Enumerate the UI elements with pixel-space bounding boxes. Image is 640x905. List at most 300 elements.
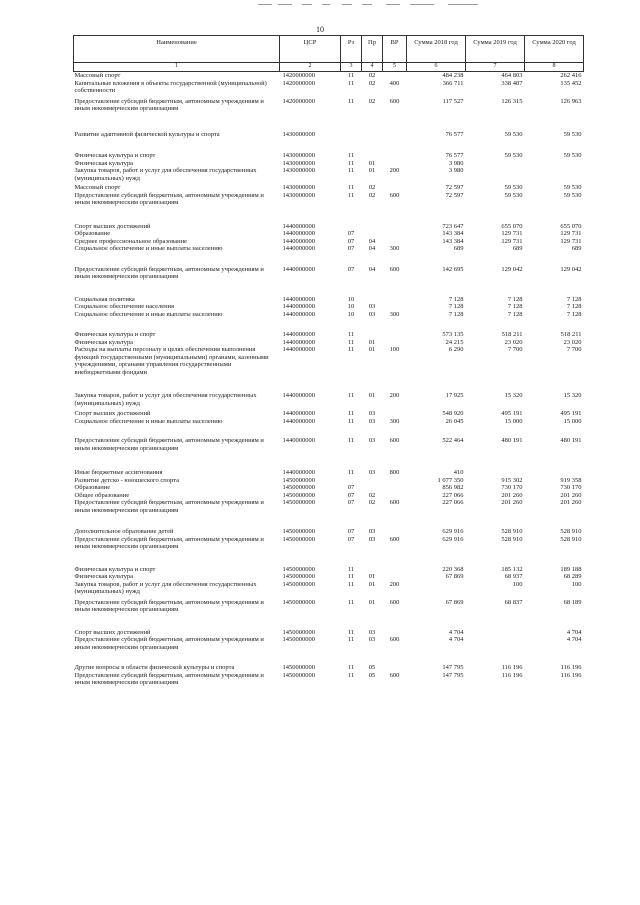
- cell-pr: 02: [368, 79, 376, 87]
- cell-name: Предоставление субсидий бюджетным, автономным учреждениям и иным некоммерческим организациям: [74, 598, 264, 613]
- table-row: [74, 636, 584, 651]
- cell-rz: 07: [347, 245, 355, 252]
- cell-pr: 03: [368, 310, 376, 318]
- cell-vr: [383, 573, 407, 581]
- cell-name: Предоставление субсидий бюджетным, автономным учреждениям и иным некоммерческим организациям: [74, 535, 264, 550]
- cell-name: Расходы на выплаты персоналу в целях обеспечения выполнения функций государственными (муниципальными) органами, казенными учреждениями, органами управления государственными внебюджетными фондами: [74, 346, 269, 376]
- cell-sum-2018: 142 695: [442, 265, 464, 273]
- cell-sum-2020: 7 128: [566, 310, 582, 318]
- cell-pr: [362, 230, 383, 238]
- cell-pr: 02: [368, 72, 376, 79]
- cell-vr: 300: [389, 245, 400, 252]
- cell-sum-2020: 135 452: [560, 79, 582, 87]
- table-row: [74, 160, 584, 168]
- cell-pr: 05: [368, 664, 376, 671]
- cell-sum-2020: [525, 452, 584, 477]
- table-row: [74, 484, 584, 492]
- cell-vr: 600: [389, 499, 400, 506]
- cell-name: Социальная политика: [74, 295, 135, 303]
- column-number: 7: [466, 63, 525, 72]
- cell-sum-2019: 518 211: [501, 331, 523, 338]
- cell-sum-2020: 15 000: [563, 417, 582, 425]
- cell-vr: 600: [389, 598, 400, 606]
- cell-rz: 07: [347, 265, 355, 273]
- cell-sum-2019: 201 260: [501, 491, 523, 499]
- cell-sum-2018: 522 464: [442, 437, 464, 444]
- cell-pr: 03: [368, 417, 376, 425]
- table-row: [74, 318, 584, 339]
- cell-pr: 03: [368, 410, 376, 417]
- table-row: [74, 113, 584, 139]
- cell-sum-2018: 147 795: [442, 664, 464, 671]
- cell-rz: 11: [347, 72, 355, 79]
- column-number: 2: [280, 63, 341, 72]
- table-row: [74, 339, 584, 347]
- cell-sum-2018: 143 384: [442, 237, 464, 245]
- cell-sum-2020: 919 358: [560, 476, 582, 484]
- cell-sum-2019: 59 530: [504, 191, 523, 199]
- cell-sum-2020: 689: [571, 245, 582, 252]
- cell-rz: 11: [347, 598, 355, 606]
- cell-pr: 04: [368, 237, 376, 245]
- table-row: [74, 452, 584, 477]
- cell-name: Спорт высших достижений: [74, 222, 151, 230]
- cell-name: Предоставление субсидий бюджетным, автономным учреждениям и иным некоммерческим организациям: [74, 265, 264, 280]
- table-row: [74, 492, 584, 500]
- cell-sum-2018: 7 128: [448, 310, 464, 318]
- table-row: [74, 207, 584, 231]
- cell-pr: 01: [368, 346, 376, 353]
- table-row: [74, 573, 584, 581]
- cell-pr: 02: [368, 97, 376, 105]
- table-row: [74, 245, 584, 253]
- cell-name: Закупка товаров, работ и услуг для обеспечения государственных (муниципальных) нужд: [74, 392, 257, 407]
- cell-name: Предоставление субсидий бюджетным, автономным учреждениям и иным некоммерческим организациям: [74, 636, 264, 651]
- cell-name: Физическая культура: [74, 338, 134, 346]
- cell-name: Социальное обеспечение населения: [74, 303, 175, 310]
- cell-sum-2018: 548 920: [442, 410, 464, 417]
- page-number: 10: [316, 25, 324, 34]
- cell-sum-2020: 129 731: [560, 230, 582, 237]
- cell-vr: 400: [389, 79, 400, 87]
- cell-rz: 11: [347, 152, 355, 159]
- table-row: [74, 477, 584, 485]
- cell-csr: 1450000000: [282, 573, 315, 580]
- cell-rz: 11: [347, 79, 355, 87]
- cell-sum-2020: 655 070: [560, 222, 582, 230]
- cell-sum-2019: [466, 614, 525, 637]
- cell-vr: [383, 339, 407, 347]
- cell-pr: 02: [368, 499, 376, 506]
- cell-sum-2018: 72 597: [445, 191, 464, 199]
- cell-csr: 1450000000: [282, 484, 315, 491]
- cell-sum-2018: 629 916: [442, 528, 464, 535]
- cell-sum-2019: 129 731: [501, 237, 523, 245]
- cell-sum-2018: 67 869: [445, 598, 464, 606]
- cell-name: Физическая культура и спорт: [74, 152, 156, 159]
- table-row: [74, 376, 584, 407]
- cell-vr: 600: [389, 636, 400, 643]
- cell-csr: 1440000000: [282, 230, 315, 237]
- table-row: [74, 303, 584, 311]
- cell-sum-2018: 76 577: [445, 130, 464, 138]
- cell-sum-2018: 227 066: [442, 491, 464, 499]
- top-scan-marks: [258, 2, 488, 8]
- cell-csr: 1440000000: [282, 222, 315, 230]
- cell-csr: 1440000000: [282, 303, 315, 310]
- cell-name: Предоставление субсидий бюджетным, автономным учреждениям и иным некоммерческим организациям: [74, 499, 264, 514]
- cell-csr: 1440000000: [282, 417, 315, 425]
- table-row: [74, 238, 584, 246]
- cell-vr: 300: [389, 310, 400, 318]
- cell-vr: [383, 138, 407, 160]
- cell-sum-2020: 201 260: [560, 499, 582, 506]
- cell-csr: 1430000000: [282, 130, 315, 138]
- table-row: [74, 596, 584, 614]
- cell-vr: 600: [389, 437, 400, 444]
- cell-rz: 07: [347, 491, 355, 499]
- table-row: [74, 167, 584, 182]
- table-row: [74, 672, 584, 687]
- cell-vr: 200: [389, 580, 400, 588]
- table-row: [74, 514, 584, 536]
- table-row: [74, 230, 584, 238]
- cell-sum-2018: 7 128: [448, 295, 464, 303]
- table-row: [74, 407, 584, 418]
- cell-csr: 1450000000: [282, 671, 315, 679]
- cell-name: Образование: [74, 230, 111, 237]
- cell-pr: [362, 138, 383, 160]
- cell-sum-2018: 117 527: [442, 97, 464, 105]
- cell-sum-2018: 3 980: [448, 159, 464, 167]
- cell-name: Развитие детско - юношеского спорта: [74, 476, 179, 484]
- cell-pr: [362, 484, 383, 492]
- cell-sum-2018: 67 869: [445, 573, 464, 580]
- cell-csr: 1440000000: [282, 410, 315, 417]
- cell-sum-2020: [525, 167, 584, 182]
- cell-rz: 11: [347, 628, 355, 636]
- cell-sum-2020: 59 530: [563, 184, 582, 191]
- column-number: 3: [341, 63, 362, 72]
- cell-pr: 03: [368, 469, 376, 476]
- cell-vr: [383, 303, 407, 311]
- cell-vr: [383, 477, 407, 485]
- cell-vr: [383, 318, 407, 339]
- cell-name: Предоставление субсидий бюджетным, автономным учреждениям и иным некоммерческим организациям: [74, 671, 264, 686]
- cell-rz: 11: [347, 392, 355, 399]
- cell-sum-2019: [466, 167, 525, 182]
- cell-sum-2018: 723 647: [442, 222, 464, 230]
- cell-sum-2020: 262 416: [560, 72, 582, 79]
- cell-sum-2019: 59 530: [504, 184, 523, 191]
- cell-sum-2020: 4 704: [566, 636, 582, 643]
- cell-name: Физическая культура и спорт: [74, 565, 156, 573]
- table-row: [74, 651, 584, 672]
- header-row: [74, 36, 584, 63]
- cell-vr: [383, 182, 407, 192]
- cell-sum-2019: 464 803: [501, 72, 523, 79]
- table-row: [74, 551, 584, 574]
- cell-sum-2018: 573 135: [442, 331, 464, 338]
- cell-sum-2018: 227 066: [442, 499, 464, 506]
- cell-sum-2020: 730 170: [560, 484, 582, 491]
- cell-sum-2018: 4 704: [448, 636, 464, 643]
- cell-pr: 01: [368, 159, 376, 167]
- cell-rz: [341, 207, 362, 231]
- cell-csr: 1440000000: [282, 237, 315, 245]
- cell-name: Физическая культура: [74, 159, 134, 167]
- cell-sum-2020: 189 188: [560, 565, 582, 573]
- cell-sum-2019: 129 731: [501, 230, 523, 237]
- column-number: 4: [362, 63, 383, 72]
- cell-csr: 1430000000: [282, 191, 315, 199]
- cell-csr: 1420000000: [282, 72, 315, 79]
- cell-rz: 11: [347, 159, 355, 167]
- cell-rz: 11: [347, 417, 355, 425]
- cell-name: Физическая культура и спорт: [74, 331, 156, 338]
- cell-sum-2018: 629 916: [442, 535, 464, 543]
- cell-sum-2019: 480 191: [501, 437, 523, 444]
- cell-pr: 04: [368, 245, 376, 252]
- cell-rz: 11: [347, 573, 355, 580]
- cell-csr: 1450000000: [282, 476, 315, 484]
- cell-csr: 1450000000: [282, 664, 315, 671]
- cell-rz: 11: [347, 671, 355, 679]
- cell-csr: 1450000000: [282, 636, 315, 643]
- cell-rz: 11: [347, 410, 355, 417]
- cell-csr: 1450000000: [282, 535, 315, 543]
- cell-sum-2019: 59 530: [504, 130, 523, 138]
- table-row: [74, 80, 584, 95]
- cell-sum-2019: 528 910: [501, 528, 523, 535]
- cell-sum-2019: 116 196: [501, 664, 523, 671]
- cell-sum-2019: 15 000: [504, 417, 523, 425]
- cell-sum-2018: 6 290: [448, 346, 464, 353]
- cell-vr: 600: [389, 265, 400, 273]
- cell-sum-2018: 147 795: [442, 671, 464, 679]
- cell-name: Физическая культура: [74, 573, 134, 580]
- cell-rz: 11: [347, 338, 355, 346]
- cell-vr: 600: [389, 535, 400, 543]
- cell-sum-2020: 15 320: [563, 392, 582, 399]
- cell-pr: [362, 551, 383, 574]
- cell-sum-2020: 68 189: [563, 598, 582, 606]
- cell-name: Социальное обеспечение и иные выплаты населению: [74, 245, 223, 252]
- cell-name: Образование: [74, 484, 111, 491]
- cell-csr: 1440000000: [282, 346, 315, 353]
- cell-rz: 07: [347, 484, 355, 491]
- cell-csr: 1450000000: [282, 565, 315, 573]
- cell-sum-2018: 366 711: [442, 79, 464, 87]
- cell-sum-2020: 59 530: [563, 130, 582, 138]
- cell-rz: 07: [347, 237, 355, 245]
- cell-sum-2019: 59 530: [504, 152, 523, 159]
- table-row: [74, 281, 584, 304]
- cell-csr: 1450000000: [282, 491, 315, 499]
- cell-sum-2020: 59 530: [563, 191, 582, 199]
- cell-vr: [383, 614, 407, 637]
- cell-sum-2018: 689: [453, 245, 464, 252]
- cell-sum-2019: 655 070: [501, 222, 523, 230]
- cell-vr: [383, 514, 407, 536]
- cell-name: Спорт высших достижений: [74, 410, 151, 417]
- cell-sum-2020: 7 128: [566, 295, 582, 303]
- cell-vr: 800: [389, 469, 400, 476]
- cell-sum-2019: [466, 160, 525, 168]
- cell-rz: [341, 113, 362, 139]
- cell-sum-2018: 1 077 350: [437, 476, 464, 484]
- cell-sum-2019: 23 020: [504, 338, 523, 346]
- cell-pr: 03: [368, 437, 376, 444]
- cell-csr: 1450000000: [282, 598, 315, 606]
- cell-rz: 11: [347, 331, 355, 338]
- cell-pr: 01: [368, 573, 376, 580]
- cell-sum-2020: 528 910: [560, 535, 582, 543]
- cell-name: Предоставление субсидий бюджетным, автономным учреждениям и иным некоммерческим организациям: [74, 437, 264, 452]
- cell-name: Предоставление субсидий бюджетным, автономным учреждениям и иным некоммерческим организациям: [74, 191, 264, 206]
- cell-sum-2018: 220 368: [442, 565, 464, 573]
- cell-sum-2019: 528 910: [501, 535, 523, 543]
- cell-csr: 1430000000: [282, 167, 315, 174]
- cell-sum-2020: 495 191: [560, 410, 582, 417]
- cell-vr: 200: [389, 392, 400, 399]
- cell-sum-2020: 68 289: [563, 573, 582, 580]
- cell-pr: 01: [368, 598, 376, 606]
- cell-csr: 1430000000: [282, 152, 315, 159]
- cell-rz: 11: [347, 636, 355, 643]
- cell-csr: 1440000000: [282, 338, 315, 346]
- cell-name: Развитие адаптивной физической культуры и спорта: [74, 130, 220, 138]
- cell-csr: 1450000000: [282, 528, 315, 535]
- cell-rz: 11: [347, 346, 355, 353]
- cell-csr: 1440000000: [282, 469, 315, 476]
- cell-name: Закупка товаров, работ и услуг для обеспечения государственных (муниципальных) нужд: [74, 167, 257, 182]
- cell-sum-2018: 143 384: [442, 230, 464, 237]
- cell-sum-2019: 68 937: [504, 573, 523, 580]
- table-row: [74, 72, 584, 80]
- cell-sum-2018: 72 597: [445, 184, 464, 191]
- cell-csr: 1420000000: [282, 79, 315, 87]
- cell-rz: 11: [347, 191, 355, 199]
- cell-name: Среднее профессиональное образование: [74, 237, 187, 245]
- cell-pr: 02: [368, 191, 376, 199]
- cell-sum-2020: 116 196: [560, 664, 582, 671]
- cell-sum-2019: 7 128: [507, 310, 523, 318]
- table-row: [74, 536, 584, 551]
- cell-pr: [362, 113, 383, 139]
- cell-csr: 1420000000: [282, 97, 315, 105]
- cell-pr: 01: [368, 580, 376, 588]
- cell-sum-2019: 126 315: [501, 97, 523, 105]
- cell-vr: [383, 160, 407, 168]
- cell-csr: 1440000000: [282, 245, 315, 252]
- cell-sum-2019: 730 170: [501, 484, 523, 491]
- cell-sum-2018: 24 215: [445, 338, 464, 346]
- cell-vr: [383, 72, 407, 80]
- table-row: [74, 253, 584, 281]
- cell-name: Спорт высших достижений: [74, 628, 151, 636]
- cell-sum-2019: 116 196: [501, 671, 523, 679]
- cell-pr: 03: [368, 636, 376, 643]
- cell-pr: 01: [368, 392, 376, 399]
- cell-pr: [362, 281, 383, 304]
- cell-csr: 1430000000: [282, 159, 315, 167]
- cell-sum-2020: 7 128: [566, 303, 582, 310]
- cell-sum-2019: 15 320: [504, 392, 523, 399]
- cell-vr: [383, 238, 407, 246]
- header-sum-2020: Сумма 2020 год: [525, 36, 584, 63]
- cell-vr: [383, 281, 407, 304]
- header-pr: Пр: [362, 36, 383, 63]
- cell-sum-2020: 59 530: [563, 152, 582, 159]
- cell-sum-2018: 26 045: [445, 417, 464, 425]
- cell-pr: 02: [368, 491, 376, 499]
- cell-sum-2020: 129 042: [560, 265, 582, 273]
- cell-csr: 1440000000: [282, 392, 315, 399]
- cell-name: Массовый спорт: [74, 72, 121, 79]
- cell-sum-2018: 76 577: [445, 152, 464, 159]
- cell-sum-2018: 17 925: [445, 392, 464, 399]
- cell-sum-2020: 129 731: [560, 237, 582, 245]
- cell-rz: 07: [347, 528, 355, 535]
- cell-vr: [383, 207, 407, 231]
- cell-sum-2019: 100: [512, 580, 523, 588]
- cell-sum-2018: 410: [453, 469, 464, 476]
- cell-pr: 05: [368, 671, 376, 679]
- header-sum-2018: Сумма 2018 год: [407, 36, 466, 63]
- table-row: [74, 581, 584, 596]
- cell-name: Предоставление субсидий бюджетным, автономным учреждениям и иным некоммерческим организациям: [74, 97, 264, 112]
- cell-vr: [383, 113, 407, 139]
- cell-rz: 11: [347, 437, 355, 444]
- cell-pr: [362, 477, 383, 485]
- cell-sum-2020: 126 963: [560, 97, 582, 105]
- cell-csr: 1440000000: [282, 331, 315, 338]
- cell-vr: 300: [389, 417, 400, 425]
- cell-vr: 600: [389, 191, 400, 199]
- cell-csr: 1440000000: [282, 437, 315, 444]
- budget-table: [73, 35, 584, 687]
- cell-sum-2019: 338 487: [501, 79, 523, 87]
- cell-sum-2019: 185 132: [501, 565, 523, 573]
- column-number: 5: [383, 63, 407, 72]
- column-number: 6: [407, 63, 466, 72]
- cell-sum-2019: 201 260: [501, 499, 523, 506]
- table-row: [74, 346, 584, 376]
- cell-name: Общее образование: [74, 491, 130, 499]
- cell-vr: 600: [389, 671, 400, 679]
- header-vr: ВР: [383, 36, 407, 63]
- cell-name: Иные бюджетные ассигнования: [74, 469, 163, 476]
- cell-pr: 03: [368, 535, 376, 543]
- cell-rz: 07: [347, 230, 355, 237]
- cell-sum-2018: 856 982: [442, 484, 464, 491]
- cell-sum-2019: 7 700: [507, 346, 523, 353]
- cell-rz: 11: [347, 167, 355, 174]
- cell-pr: 01: [368, 167, 376, 174]
- table-row: [74, 138, 584, 160]
- cell-pr: 02: [368, 184, 376, 191]
- cell-csr: 1440000000: [282, 310, 315, 318]
- cell-vr: [383, 230, 407, 238]
- cell-sum-2020: 201 260: [560, 491, 582, 499]
- cell-pr: 04: [368, 265, 376, 273]
- cell-csr: 1440000000: [282, 295, 315, 303]
- cell-name: Другие вопросы в области физической культуры и спорта: [74, 664, 235, 671]
- cell-sum-2019: 915 302: [501, 476, 523, 484]
- column-number-row: [74, 63, 584, 72]
- table-row: [74, 425, 584, 452]
